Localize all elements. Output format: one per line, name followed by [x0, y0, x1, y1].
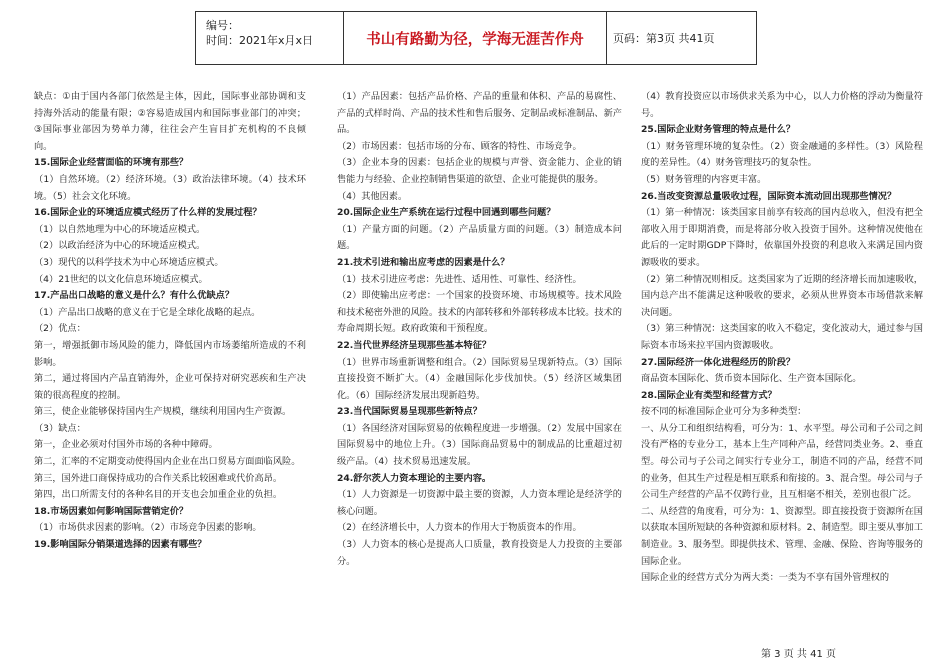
paragraph: （1）人力资源是一切资源中最主要的资源，人力资本理论是经济学的核心问题。 [337, 489, 622, 517]
paragraph: （3）缺点： [34, 422, 86, 434]
paragraph: （1）市场供求因素的影响。（2）市场竞争因素的影响。 [34, 522, 262, 534]
question-heading: 20.国际企业生产系统在运行过程中回遇到哪些问题？ [337, 207, 556, 219]
paragraph: （1）自然环境。（2）经济环境。（3）政治法律环境。（4）技术环境。（5）社会文化环境。 [34, 173, 306, 202]
question-heading: 27.国际经济一体化进程经历的阶段？ [641, 356, 796, 368]
time-label: 时间：2021年x月x日 [206, 34, 314, 47]
paragraph: （1）以自然地理为中心的环境适应模式。 [34, 223, 206, 235]
paragraph: 第三，国外进口商保持成功的合作关系比较困难或代价高昂。 [34, 472, 283, 484]
paragraph: （3）现代的以科学技术为中心环境适应模式。 [34, 256, 224, 268]
paragraph: （5）财务管理的内容更丰富。 [641, 173, 767, 185]
paragraph: （3）第三种情况：这类国家的收入不稳定，变化波动大，通过参与国际资本市场来拉平国内资源吸收。 [641, 323, 923, 351]
paragraph: （3）企业本身的因素：包括企业的规模与声誉、资金能力、企业的销售能力与经验、企业控制销售渠道的欲望、企业可能提供的服务。 [337, 157, 622, 185]
paragraph: 第四，出口所需支付的各种名目的开支也会加重企业的负担。 [34, 489, 283, 501]
paragraph: （3）人力资本的核心是提高人口质量，教育投资是人力投资的主要部分。 [337, 539, 622, 567]
paragraph: 第二，通过将国内产品直销海外，企业可保持对研究恶疾和生产决策的很高程度的控制。 [34, 373, 306, 401]
paragraph: （1）产量方面的问题。（2）产品质量方面的问题。（3）制造成本问题。 [337, 223, 622, 252]
question-heading: 22.当代世界经济呈现那些基本特征？ [337, 339, 492, 351]
paragraph: （1）产品因素：包括产品价格、产品的重量和体积、产品的易腐性、产品的式样时尚、产品的技术性和售后服务、定制品或标准制品、新产品。 [337, 91, 622, 136]
text-column-2 [337, 89, 622, 570]
paragraph: 缺点：①由于国内各部门依然是主体，因此，国际事业部协调和支持海外活动的能量有限；②容易造成国内和国际事业部门的冲突；③国际事业部因为势单力薄，往往会产生盲目扩充机构的不良倾向。 [34, 91, 306, 152]
paragraph: 第一，企业必须对付国外市场的各种中障碍。 [34, 439, 218, 451]
paragraph: 一、从分工和组织结构看，可分为：1、水平型。母公司和子公司之间没有严格的专业分工，基本上生产同种产品，经营同类业务。2、垂直型。母公司与子公司之间实行专业分工，制造不同的产品，经营不同的业务，但其生产过程是相互联系和衔接的。3、混合型。母公司与子公司生产经营的产品不仅跨行业，且互相毫不相关，差别也很广泛。 [641, 422, 923, 501]
paragraph: （1）各国经济对国际贸易的依赖程度进一步增强。（2）发展中国家在国际贸易中的地位上升。（3）国际商品贸易中的制成品的比重超过初级产品。（4）技术贸易迅速发展。 [337, 422, 622, 468]
header-meta [196, 12, 344, 64]
paragraph: 第三，使企业能够保持国内生产规模，继续利用国内生产资源。 [34, 406, 292, 418]
question-heading: 24.舒尔茨人力资本理论的主要内容。 [337, 472, 492, 484]
paragraph: （2）第二种情况则相反。这类国家为了近期的经济增长而加速吸收，国内总产出不能满足这种吸收的要求，必须从世界资本市场借款来解决问题。 [641, 273, 923, 318]
question-heading: 17.产品出口战略的意义是什么？有什么优缺点？ [34, 290, 235, 302]
text-column-3 [641, 89, 923, 587]
paragraph: 国际企业的经营方式分为两大类：一类为不享有国外管理权的 [641, 572, 890, 584]
page-footer: 第 3 页 共 41 页 [761, 649, 836, 660]
paragraph: （2）优点： [34, 323, 86, 335]
question-heading: 16.国际企业的环境适应模式经历了什么样的发展过程？ [34, 207, 262, 219]
paragraph: 二、从经营的角度看，可分为：1、资源型。即直接投资于资源所在国以获取本国所短缺的各种资源和原材料。2、制造型。即主要从事加工制造业。3、服务型。即提供技术、管理、金融、保险、咨询等服务的国际企业。 [641, 505, 923, 567]
paragraph: （1）第一种情况：该类国家目前享有较高的国内总收入，但没有把全部收入用于即期消费，而是将部分收入投资于国外。这种情况使他在此后的一定时期GDP下降时，依靠国外投资的利息收入来满足国内资源吸收的要求。 [641, 207, 923, 268]
question-heading: 21.技术引进和输出应考虑的因素是什么？ [337, 256, 510, 268]
paragraph: （4）21世纪的以文化信息环境适应模式。 [34, 273, 208, 285]
paragraph: （1）产品出口战略的意义在于它是全球化战略的起点。 [34, 306, 261, 318]
question-heading: 15.国际企业经营面临的环境有那些？ [34, 157, 189, 169]
question-heading: 23.当代国际贸易呈现那些新特点？ [337, 406, 482, 418]
paragraph: （2）以政治经济为中心的环境适应模式。 [34, 240, 206, 252]
paragraph: （4）其他因素。 [337, 190, 408, 202]
motto: 书山有路勤为径，学海无涯苦作舟 [344, 12, 607, 64]
number-label: 编号： [206, 19, 239, 32]
paragraph: （4）教育投资应以市场供求关系为中心，以人力价格的浮动为衡量符号。 [641, 91, 923, 119]
paragraph: （2）即使输出应考虑：一个国家的投资环境、市场规模等。技术风险和技术秘密外泄的风险。技术的内部转移和外部转移成本比较。技术的寿命周期长短。政府政策和干预程度。 [337, 290, 622, 335]
question-heading: 26.当改变资源总量吸收过程，国际资本流动回出现那些情况？ [641, 190, 897, 202]
page-header [195, 11, 757, 65]
paragraph: 商品资本国际化、货币资本国际化、生产资本国际化。 [641, 373, 862, 385]
paragraph: （2）市场因素：包括市场的分布、顾客的特性、市场竞争。 [337, 140, 582, 152]
paragraph: （1）财务管理环境的复杂性。（2）资金融通的多样性。（3）风险程度的差异性。（4）财务管理技巧的复杂性。 [641, 140, 923, 169]
paragraph: 第二，汇率的不定期变动使得国内企业在出口贸易方面面临风险。 [34, 456, 301, 468]
question-heading: 25.国际企业财务管理的特点是什么？ [641, 124, 796, 136]
question-heading: 28.国际企业有类型和经营方式？ [641, 389, 777, 401]
question-heading: 19.影响国际分销渠道选择的因素有哪些？ [34, 539, 207, 551]
paragraph: （2）在经济增长中，人力资本的作用大于物质资本的作用。 [337, 522, 582, 534]
page-label: 页码：第3页 共41页 [613, 32, 715, 45]
question-heading: 18.市场因素如何影响国际营销定价？ [34, 505, 189, 517]
paragraph: 按不同的标准国际企业可分为多种类型： [641, 406, 807, 418]
text-column-1 [34, 89, 306, 554]
paragraph: 第一，增强抵御市场风险的能力，降低国内市场萎缩所造成的不利影响。 [34, 339, 306, 368]
paragraph: （1）技术引进应考虑：先进性、适用性、可靠性、经济性。 [337, 273, 582, 285]
paragraph: （1）世界市场重新调整和组合。（2）国际贸易呈现新特点。（3）国际直接投资不断扩大。（4）金融国际化步伐加快。（5）经济区域集团化。（6）国际经济发展出现新趋势。 [337, 356, 622, 401]
